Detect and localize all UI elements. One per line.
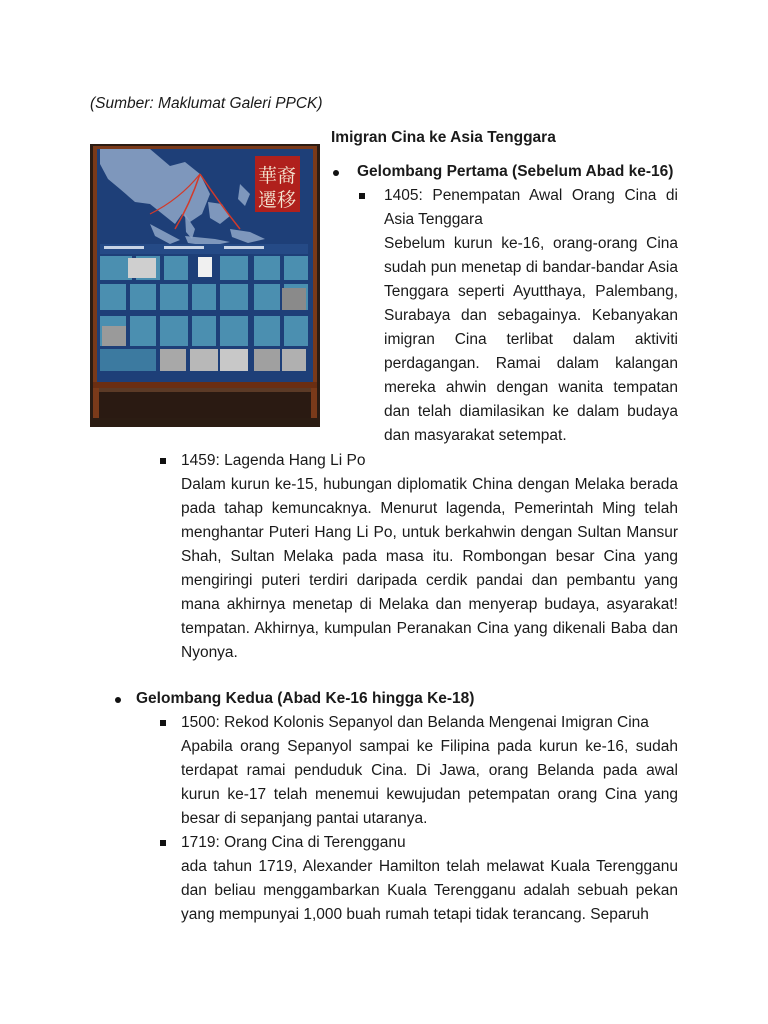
- right-column: [331, 126, 678, 448]
- bullet-square: [160, 720, 166, 726]
- wave2-item1: [181, 711, 678, 831]
- wave1-item2: [181, 449, 678, 665]
- wave2-item1-body: Apabila orang Sepanyol sampai ke Filipina pada kurun ke-16, sudah terdapat ramai penduduk Cina. Di Jawa, orang Belanda pada awal kurun ke-17 telah menemui kewujudan petempatan orang Cina yang besar di sepanjang pantai utaranya.: [181, 738, 678, 827]
- sign-bottom-chars: 遷移: [257, 189, 297, 211]
- bullet-dot: [333, 170, 339, 176]
- wave1-item1-body: Sebelum kurun ke-16, orang-orang Cina sudah pun menetap di bandar-bandar Asia Tenggara seperti Ayutthaya, Palembang, Surabaya dan sebagainya. Kebanyakan imigran Cina terlibat dalam aktiviti perdagangan. Ramai dalam kalangan mereka ahwin dengan wanita tempatan dan telah diamilasikan ke dalam budaya dan masyarakat setempat.: [384, 235, 678, 444]
- wave2-item1-title: 1500: Rekod Kolonis Sepanyol dan Belanda Mengenai Imigran Cina: [181, 714, 649, 731]
- bullet-square: [359, 193, 365, 199]
- wave2-heading: [110, 687, 474, 711]
- wave2-item2: [181, 831, 678, 927]
- bullet-dot: [115, 697, 121, 703]
- wave1-item1: [331, 184, 678, 448]
- wave2-heading-text: Gelombang Kedua (Abad Ke-16 hingga Ke-18): [136, 690, 475, 707]
- bullet-square: [160, 840, 166, 846]
- wave2-item2-body: ada tahun 1719, Alexander Hamilton telah melawat Kuala Terengganu dan beliau menggambarkan Kuala Terengganu adalah sebuah pekan yang mempunyai 1,000 buah rumah tetapi tidak terancang. Separuh: [181, 858, 678, 923]
- sign-top-chars: 華裔: [257, 165, 297, 187]
- gallery-exhibit-photo: [90, 144, 320, 427]
- wave1-item2-body: Dalam kurun ke-15, hubungan diplomatik China dengan Melaka berada pada tahap kemuncaknya. Menurut lagenda, Pemerintah Ming telah menghantar Puteri Hang Li Po, untuk berkahwin dengan Sultan Mansur Shah, Sultan Melaka pada masa itu. Rombongan besar Cina yang mengiringi puteri terdiri daripada cerdik pandai dan pembantu yang mana akhirnya menetap di Melaka dan menyerap budaya, asyarakat! tempatan. Akhirnya, kumpulan Peranakan Cina yang dikenali Baba dan Nyonya.: [181, 476, 678, 661]
- wave1-heading: [331, 160, 678, 184]
- bullet-square: [160, 458, 166, 464]
- section-title: Imigran Cina ke Asia Tenggara: [331, 129, 556, 146]
- wave1-item1-title: 1405: Penempatan Awal Orang Cina di Asia Tenggara: [384, 187, 678, 228]
- source-caption: (Sumber: Maklumat Galeri PPCK): [90, 95, 323, 112]
- wave1-item2-title: 1459: Lagenda Hang Li Po: [181, 452, 366, 469]
- wave1-heading-text: Gelombang Pertama (Sebelum Abad ke-16): [357, 163, 674, 180]
- wave2-item2-title: 1719: Orang Cina di Terengganu: [181, 834, 406, 851]
